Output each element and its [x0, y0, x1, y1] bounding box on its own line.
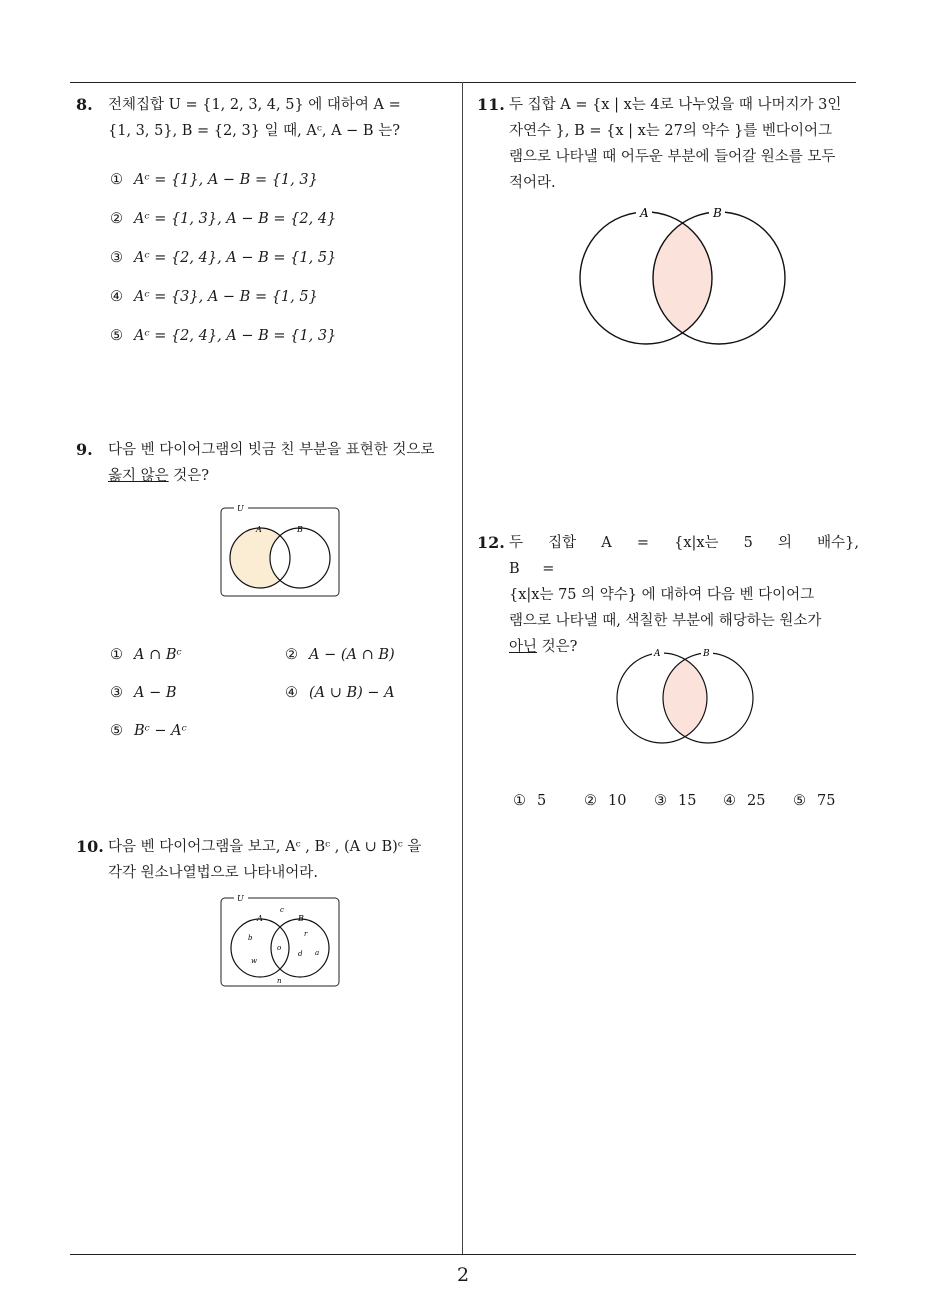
- venn-diagram-q11: [576, 202, 792, 350]
- choice-2[interactable]: ② 10: [584, 793, 627, 809]
- question-number: 12.: [477, 533, 505, 552]
- element-c: c: [280, 906, 284, 914]
- venn-diagram-q9: [218, 503, 342, 599]
- choice-1[interactable]: ① 5: [513, 793, 547, 809]
- element-o: o: [277, 944, 282, 952]
- element-r: r: [304, 930, 308, 938]
- question-8: [76, 92, 456, 144]
- question-number: 10.: [76, 837, 104, 856]
- choice-3[interactable]: ③ 15: [654, 793, 697, 809]
- set-a-label: A: [640, 206, 649, 220]
- set-a-label: A: [654, 649, 661, 659]
- question-text-line: 다음 벤 다이어그램의 빗금 친 부분을 표현한 것으로: [108, 442, 435, 458]
- choice-1[interactable]: ① Aᶜ = {1}, A − B = {1, 3}: [110, 172, 318, 188]
- question-text-line: 램으로 나타낼 때, 색칠한 부분에 해당하는 원소가: [509, 613, 822, 629]
- question-11: [477, 92, 859, 196]
- set-a-label: A: [256, 525, 262, 534]
- question-number: 8.: [76, 95, 93, 114]
- column-divider: [462, 82, 463, 1254]
- question-number: 11.: [477, 95, 505, 114]
- element-w: w: [251, 957, 257, 965]
- question-text-line: 전체집합 U = {1, 2, 3, 4, 5} 에 대하여 A =: [108, 97, 401, 113]
- top-rule: [70, 82, 856, 83]
- universe-label: U: [237, 894, 244, 903]
- choice-5[interactable]: ⑤ Bᶜ − Aᶜ: [110, 723, 187, 739]
- question-text-line: 다음 벤 다이어그램을 보고, Aᶜ , Bᶜ , (A ∪ B)ᶜ 을: [108, 839, 422, 855]
- question-text-line: 두 집합 A = {x | x는 4로 나누었을 때 나머지가 3인: [509, 97, 842, 113]
- page-number: 2: [456, 1264, 470, 1286]
- question-9: [76, 437, 456, 489]
- question-text-line: 옳지 않은 것은?: [108, 468, 210, 484]
- element-n: n: [277, 977, 282, 985]
- set-b-label: B: [298, 914, 304, 923]
- choice-3[interactable]: ③ A − B: [110, 685, 177, 701]
- venn-diagram-q10: [218, 893, 342, 989]
- set-b-label: B: [297, 525, 303, 534]
- choice-1[interactable]: ① A ∩ Bᶜ: [110, 647, 182, 663]
- question-text-line: 램으로 나타낼 때 어두운 부분에 들어갈 원소를 모두: [509, 149, 836, 165]
- universe-label: U: [237, 504, 244, 513]
- underlined-text: 옳지 않은: [108, 468, 169, 484]
- question-text-line: {x|x는 75 의 약수} 에 대하여 다음 벤 다이어그: [509, 587, 815, 603]
- set-a-label: A: [257, 914, 263, 923]
- element-b: b: [248, 934, 253, 942]
- element-a: a: [315, 949, 320, 957]
- choice-4[interactable]: ④ 25: [723, 793, 766, 809]
- venn-diagram-q12: [610, 646, 760, 746]
- set-b-label: B: [703, 649, 710, 659]
- choice-3[interactable]: ③ Aᶜ = {2, 4}, A − B = {1, 5}: [110, 250, 337, 266]
- question-text-line: 적어라.: [509, 175, 556, 191]
- choice-5[interactable]: ⑤ 75: [793, 793, 836, 809]
- question-10: [76, 834, 456, 886]
- choice-5[interactable]: ⑤ Aᶜ = {2, 4}, A − B = {1, 3}: [110, 328, 337, 344]
- question-text-line: 아닌 것은?: [509, 639, 578, 655]
- choice-4[interactable]: ④ Aᶜ = {3}, A − B = {1, 5}: [110, 289, 318, 305]
- question-text-line: 두 집합 A = {x|x는 5 의 배수}, B =: [509, 535, 859, 577]
- question-text-line: 자연수 }, B = {x | x는 27의 약수 }를 벤다이어그: [509, 123, 832, 139]
- bottom-rule: [70, 1254, 856, 1255]
- choice-2[interactable]: ② Aᶜ = {1, 3}, A − B = {2, 4}: [110, 211, 337, 227]
- question-text-line: {1, 3, 5}, B = {2, 3} 일 때, Aᶜ, A − B 는?: [108, 123, 400, 139]
- question-12: [477, 530, 859, 660]
- element-d: d: [298, 950, 303, 958]
- choice-4[interactable]: ④ (A ∪ B) − A: [285, 685, 395, 701]
- question-text-line: 각각 원소나열법으로 나타내어라.: [108, 865, 318, 881]
- question-number: 9.: [76, 440, 93, 459]
- choice-2[interactable]: ② A − (A ∩ B): [285, 647, 395, 663]
- set-b-label: B: [713, 206, 722, 220]
- underlined-text: 아닌: [509, 639, 538, 655]
